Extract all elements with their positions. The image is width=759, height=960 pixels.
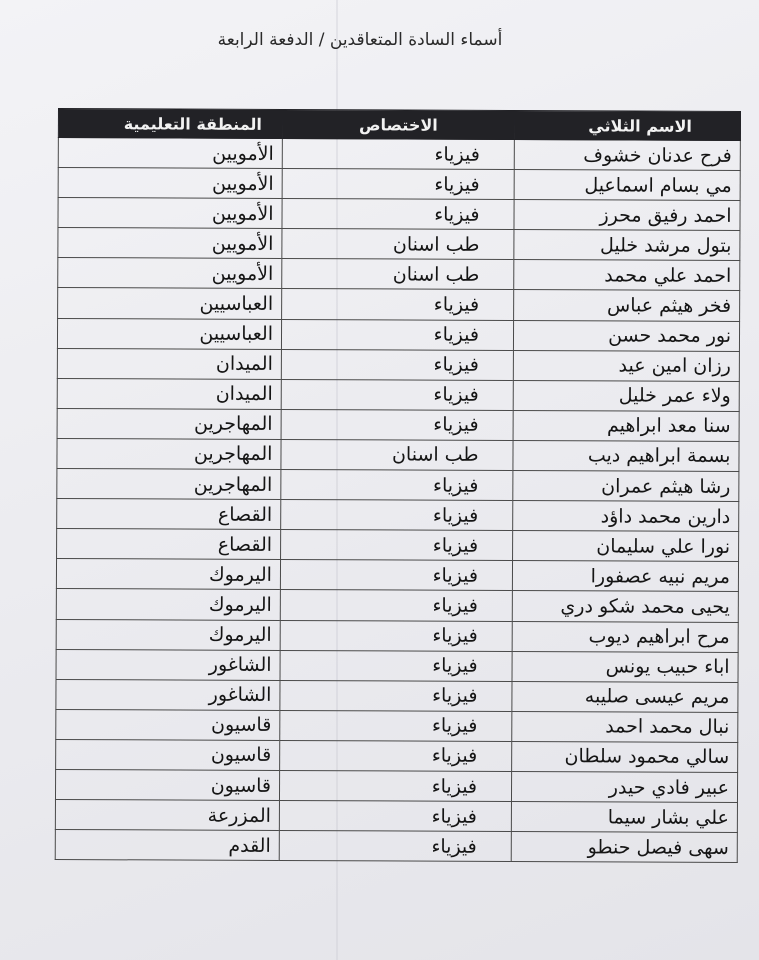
cell-education-region: الميدان	[57, 348, 281, 379]
cell-full-name: علي بشار سيما	[511, 802, 737, 833]
cell-education-region: الأمويين	[58, 138, 282, 169]
cell-education-region: العباسيين	[58, 288, 282, 319]
table-body	[55, 138, 740, 863]
cell-specialty: فيزياء	[280, 740, 512, 771]
table-row	[55, 800, 737, 833]
table-row	[56, 589, 738, 622]
header-full-name: الاسم الثلاثي	[514, 110, 740, 140]
cell-full-name: يحيى محمد شكو دري	[512, 591, 738, 622]
table-row	[56, 649, 738, 682]
cell-full-name: دارين محمد داؤد	[513, 501, 739, 532]
cell-education-region: المهاجرين	[57, 438, 281, 469]
cell-full-name: مريم نبيه عصفورا	[512, 561, 738, 592]
cell-specialty: فيزياء	[279, 770, 511, 801]
cell-full-name: سنا معد ابراهيم	[513, 410, 739, 441]
cell-education-region: العباسيين	[57, 318, 281, 349]
header-specialty: الاختصاص	[282, 109, 514, 139]
cell-full-name: نور محمد حسن	[513, 320, 739, 351]
cell-specialty: فيزياء	[280, 650, 512, 681]
cell-specialty: فيزياء	[281, 319, 513, 350]
cell-education-region: الأمويين	[58, 258, 282, 289]
table-row	[55, 769, 737, 802]
cell-specialty: فيزياء	[282, 138, 514, 169]
cell-specialty: فيزياء	[281, 409, 513, 440]
names-table	[55, 108, 741, 863]
table-row	[56, 559, 738, 592]
cell-specialty: فيزياء	[281, 379, 513, 410]
cell-education-region: اليرموك	[56, 619, 280, 650]
cell-education-region: اليرموك	[56, 559, 280, 590]
cell-specialty: فيزياء	[280, 680, 512, 711]
cell-full-name: احمد رفيق محرز	[514, 200, 740, 231]
cell-education-region: الميدان	[57, 378, 281, 409]
table-row	[56, 619, 738, 652]
cell-specialty: فيزياء	[280, 590, 512, 621]
cell-full-name: مريم عيسى صليبه	[512, 681, 738, 712]
header-education-region: المنطقة التعليمية	[58, 109, 282, 139]
table-row	[57, 499, 739, 532]
cell-education-region: اليرموك	[56, 589, 280, 620]
table-row	[57, 378, 739, 411]
table-row	[56, 679, 738, 712]
cell-specialty: طب اسنان	[282, 259, 514, 290]
table-row	[58, 228, 740, 261]
cell-specialty: طب اسنان	[282, 229, 514, 260]
cell-full-name: فرح عدنان خشوف	[514, 139, 740, 170]
cell-specialty: فيزياء	[279, 831, 511, 862]
cell-education-region: قاسيون	[56, 709, 280, 740]
cell-specialty: فيزياء	[280, 710, 512, 741]
table-header-row	[58, 109, 740, 141]
cell-specialty: فيزياء	[282, 289, 514, 320]
cell-specialty: فيزياء	[280, 560, 512, 591]
table-row	[58, 138, 740, 171]
cell-specialty: طب اسنان	[281, 439, 513, 470]
cell-education-region: المهاجرين	[57, 408, 281, 439]
document-title: أسماء السادة المتعاقدين / الدفعة الرابعة	[217, 30, 503, 50]
cell-full-name: اباء حبيب يونس	[512, 651, 738, 682]
table-row	[55, 830, 737, 863]
cell-full-name: مي بسام اسماعيل	[514, 170, 740, 201]
cell-specialty: فيزياء	[281, 500, 513, 531]
names-table-container	[55, 108, 740, 863]
cell-specialty: فيزياء	[281, 349, 513, 380]
cell-education-region: قاسيون	[55, 769, 279, 800]
table-row	[58, 288, 740, 321]
cell-full-name: بتول مرشد خليل	[514, 230, 740, 261]
cell-full-name: نبال محمد احمد	[512, 711, 738, 742]
cell-education-region: القصاع	[57, 499, 281, 530]
table-row	[57, 348, 739, 381]
cell-specialty: فيزياء	[279, 801, 511, 832]
cell-full-name: رزان امين عيد	[513, 350, 739, 381]
cell-full-name: عبير فادي حيدر	[511, 771, 737, 802]
table-row	[56, 739, 738, 772]
cell-education-region: المزرعة	[55, 800, 279, 831]
cell-education-region: المهاجرين	[57, 469, 281, 500]
table-row	[57, 438, 739, 471]
cell-specialty: فيزياء	[280, 620, 512, 651]
table-row	[57, 318, 739, 351]
cell-full-name: فخر هيثم عباس	[514, 290, 740, 321]
table-row	[58, 258, 740, 291]
cell-full-name: نورا علي سليمان	[513, 531, 739, 562]
cell-full-name: رشا هيثم عمران	[513, 471, 739, 502]
cell-full-name: مرح ابراهيم ديوب	[512, 621, 738, 652]
cell-full-name: ولاء عمر خليل	[513, 380, 739, 411]
table-row	[58, 168, 740, 201]
cell-specialty: فيزياء	[281, 470, 513, 501]
cell-full-name: سالي محمود سلطان	[512, 741, 738, 772]
table-row	[57, 529, 739, 562]
cell-specialty: فيزياء	[282, 169, 514, 200]
cell-education-region: الأمويين	[58, 168, 282, 199]
cell-education-region: الشاغور	[56, 679, 280, 710]
table-row	[57, 469, 739, 502]
cell-education-region: الشاغور	[56, 649, 280, 680]
cell-education-region: الأمويين	[58, 198, 282, 229]
cell-full-name: بسمة ابراهيم ديب	[513, 440, 739, 471]
table-row	[57, 408, 739, 441]
cell-education-region: قاسيون	[56, 739, 280, 770]
cell-education-region: الأمويين	[58, 228, 282, 259]
cell-full-name: احمد علي محمد	[514, 260, 740, 291]
cell-education-region: القدم	[55, 830, 279, 861]
cell-full-name: سهى فيصل حنطو	[511, 832, 737, 863]
cell-education-region: القصاع	[57, 529, 281, 560]
table-row	[56, 709, 738, 742]
table-row	[58, 198, 740, 231]
cell-specialty: فيزياء	[281, 530, 513, 561]
cell-specialty: فيزياء	[282, 199, 514, 230]
